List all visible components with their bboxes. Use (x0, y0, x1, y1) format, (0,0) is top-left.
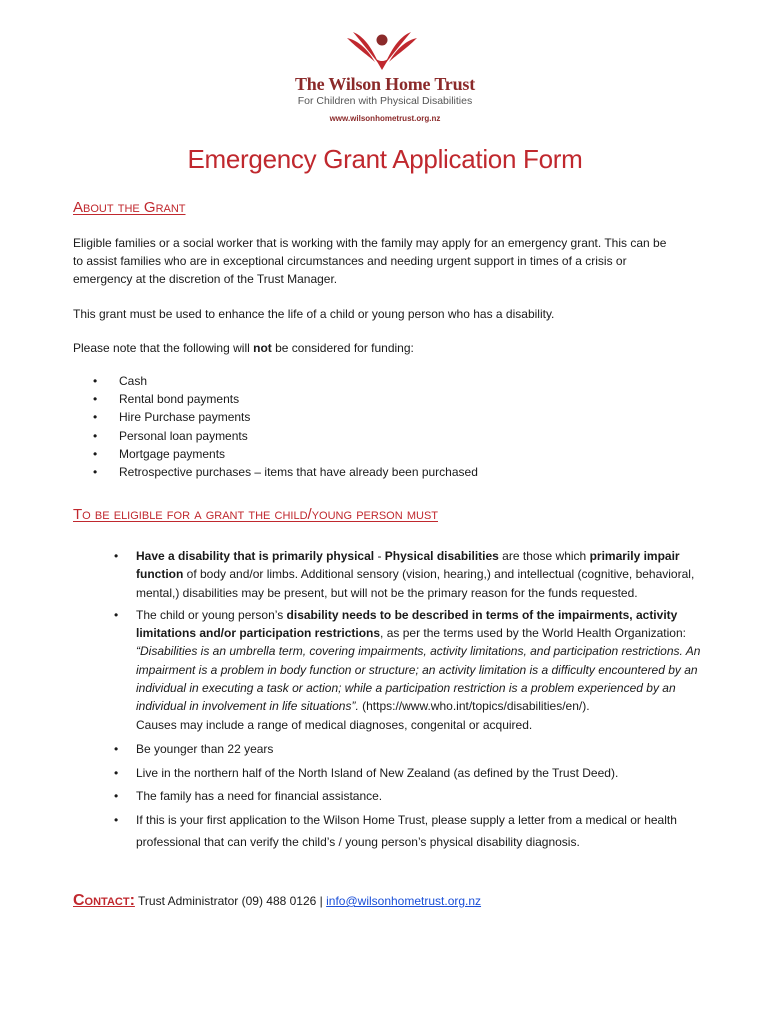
list-item: • If this is your first application to the Wilson Home Trust, please supply a letter from a medical or health professional that can verify the child’s / young person’s physical disability diagnosis. (110, 809, 710, 853)
org-url: www.wilsonhometrust.org.nz (329, 114, 441, 123)
criterion-text: The child or young person’s (136, 607, 287, 622)
who-quote: “Disabilities is an umbrella term, covering impairments, activity limitations, and participation restrictions. An impairment is a problem in body function or structure; an activity limitation is a difficulty encountered by an individual in executing a task or action; while a participation restriction is a problem experienced by an individual in involvement in life situations”. (136, 644, 701, 714)
list-item (110, 606, 710, 734)
criterion-bold: disability needs to be described in terms of the impairments, activity limitations and/or participation restrictions (136, 607, 678, 641)
criterion-bold: Have a disability that is primarily physical (136, 549, 375, 563)
criterion-text: - (374, 549, 385, 563)
list-item: • Personal loan payments (73, 427, 478, 445)
about-heading: About the Grant (73, 199, 186, 216)
contact-email-link[interactable]: info@wilsonhometrust.org.nz (326, 894, 482, 908)
list-item: • Retrospective purchases – items that have already been purchased (73, 463, 478, 481)
list-item: • Cash (73, 372, 478, 390)
who-link-text: (https://www.who.int/topics/disabilities/en/). (358, 699, 590, 714)
list-item: • Be younger than 22 years (110, 740, 710, 758)
contact-text: Trust Administrator (09) 488 0126 | (134, 894, 327, 908)
criterion-bold: primarily impair function (136, 549, 680, 582)
funding-note-text-end: be considered for funding: (271, 341, 414, 355)
trust-logo-icon (345, 28, 419, 72)
funding-note-text: Please note that the following will (73, 341, 254, 355)
list-item: • Mortgage payments (73, 445, 478, 463)
funding-note (73, 339, 693, 357)
criterion-text: , as per the terms used by the World Health Organization: (380, 626, 686, 641)
list-item: • Live in the northern half of the North Island of New Zealand (as defined by the Trust Deed). (110, 764, 710, 782)
funding-note-emphasis: not (253, 341, 272, 355)
list-item: • Hire Purchase payments (73, 408, 478, 426)
eligibility-list (110, 547, 710, 857)
criterion-bold: Physical disabilities (384, 549, 499, 563)
criterion-text: are those which (498, 549, 590, 563)
org-name: The Wilson Home Trust (294, 74, 475, 94)
about-paragraph-1: Eligible families or a social worker that is working with the family may apply for an emergency grant. This can be to assist families who are in exceptional circumstances and needing urgent support in times of a crisis or emergency at the discretion of the Trust Manager. (73, 236, 667, 286)
excluded-list (73, 372, 478, 481)
eligibility-heading: To be eligible for a grant the child/young person must (73, 506, 438, 523)
list-item: • The family has a need for financial assistance. (110, 787, 710, 805)
contact-label: Contact: (73, 892, 135, 909)
criterion-text: of body and/or limbs. Additional sensory (vision, hearing,) and intellectual (cognitive, behavioral, mental,) disabilities may be present, but will not be the primary reason for the funds requested. (136, 567, 695, 600)
contact-line (73, 892, 481, 910)
about-paragraph-2: This grant must be used to enhance the life of a child or young person who has a disability. (73, 307, 555, 321)
list-item (110, 547, 710, 602)
criterion-text: Causes may include a range of medical diagnoses, congenital or acquired. (136, 717, 533, 732)
page-title: Emergency Grant Application Form (187, 144, 583, 174)
org-tagline: For Children with Physical Disabilities (297, 95, 473, 107)
list-item: • Rental bond payments (73, 390, 478, 408)
